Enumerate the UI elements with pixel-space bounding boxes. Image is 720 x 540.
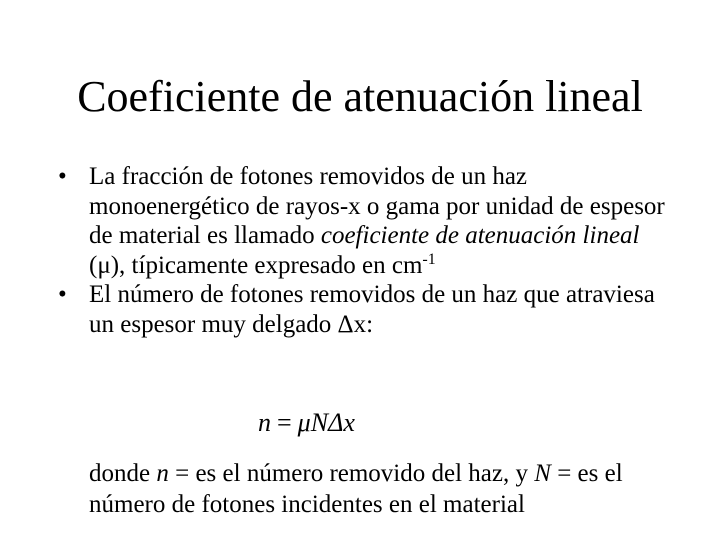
- bullet-dot-icon: •: [58, 281, 67, 308]
- footnote-text: = es el número de fotones incidentes en el material: [89, 460, 623, 518]
- bullet-text: El número de fotones removidos de un haz que atraviesa un espesor muy delgado Δx:: [89, 281, 655, 338]
- equation-explanation: [89, 458, 689, 520]
- footnote-var-n: n: [156, 460, 169, 487]
- bullet-list: [58, 162, 668, 339]
- equation-delta-x: Δx: [328, 408, 355, 437]
- bullet-dot-icon: •: [58, 163, 67, 190]
- footnote-text: donde: [89, 460, 157, 487]
- unit-superscript: -1: [422, 250, 436, 268]
- equation-n: n: [258, 408, 271, 437]
- attenuation-equation: [258, 407, 355, 439]
- bullet-emphasis: coeficiente de atenuación lineal: [320, 222, 640, 249]
- slide-title: Coeficiente de atenuación lineal: [77, 72, 643, 121]
- bullet-text: La fracción de fotones removidos de un haz monoenergético de rayos-x o gama por unidad de espesor de material es llamado: [89, 163, 665, 249]
- footnote-var-N: N: [534, 460, 551, 487]
- bullet-item-attenuation-definition: [58, 162, 668, 280]
- equation-mu: μ: [297, 408, 311, 437]
- equation-equals: =: [277, 408, 292, 437]
- bullet-text-continued: (μ), típicamente expresado en cm: [89, 251, 423, 279]
- footnote-text: = es el número removido del haz, y: [168, 460, 535, 487]
- bullet-item-photons-removed: [58, 280, 668, 339]
- equation-N: N: [310, 408, 329, 437]
